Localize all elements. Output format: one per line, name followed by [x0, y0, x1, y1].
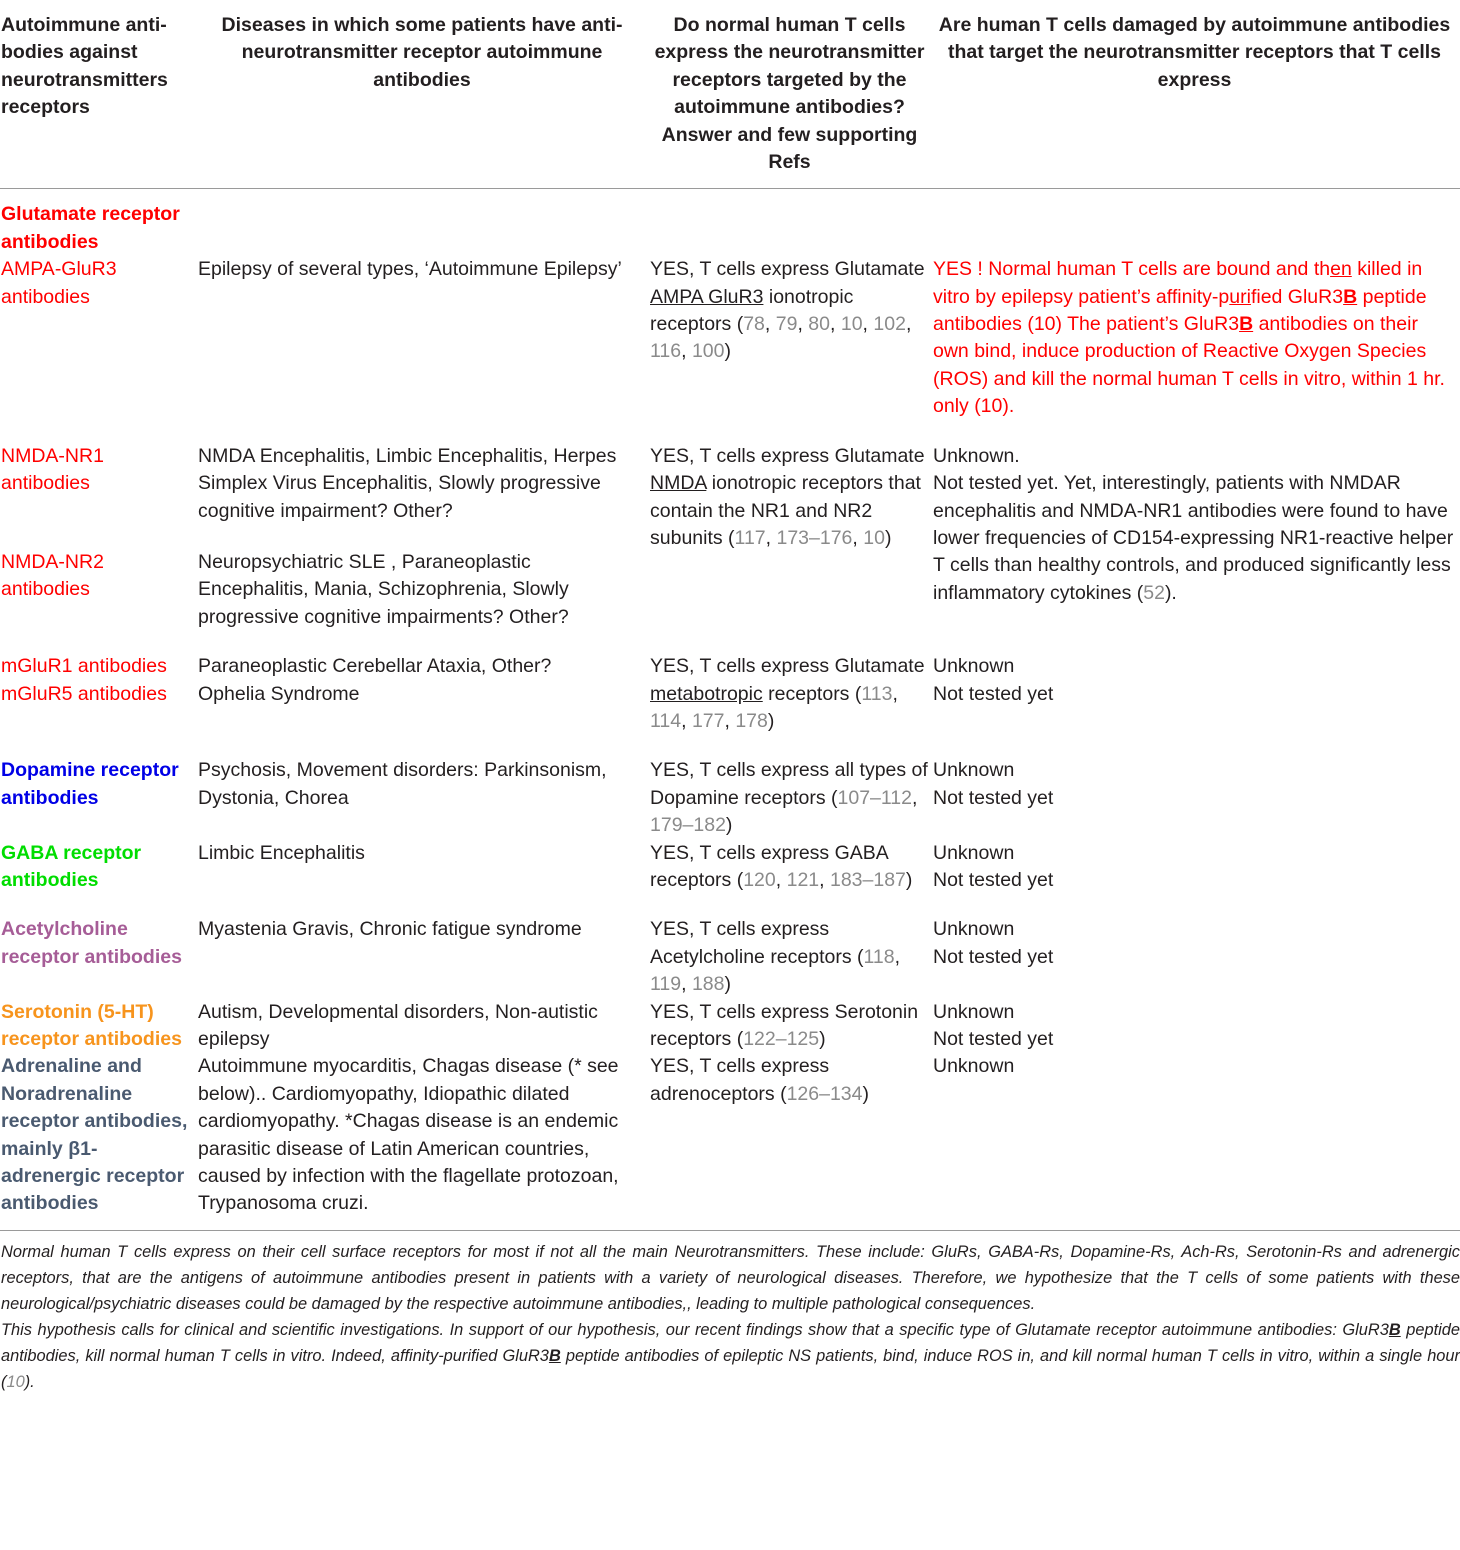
ref-link[interactable]: 102: [873, 313, 906, 336]
header-damage: Are human T cells damaged by autoimmune antibodies that target the neurotransmitter receptors that T cells express: [938, 14, 1451, 91]
disease-adrenaline: Autoimmune myocarditis, Chagas disease (* see below).. Cardiomyopathy, Idiopathic dilated cardiomyopathy. *Chagas disease is an endemic parasitic disease of Latin American countries, caused by infection with the flagellate protozoan, Trypanosoma cruzi.: [198, 1055, 619, 1215]
expression-ampa: YES, T cells express Glutamate AMPA GluR3 ionotropic receptors (78, 79, 80, 10, 102, 116, 100): [650, 258, 925, 363]
ref-link[interactable]: 178: [735, 709, 768, 732]
expression-dopamine: YES, T cells express all types of Dopamine receptors (107–112, 179–182): [650, 759, 928, 837]
table-row: [0, 443, 1460, 549]
group-glutamate: Glutamate receptor antibodies: [1, 203, 180, 253]
ref-link[interactable]: 52: [1143, 581, 1165, 604]
ref-link[interactable]: 177: [691, 709, 725, 732]
damage-dopamine: Unknown Not tested yet: [933, 759, 1054, 809]
disease-dopamine: Psychosis, Movement disorders: Parkinsonism, Dystonia, Chorea: [198, 759, 607, 809]
damage-mglur: Unknown Not tested yet: [933, 655, 1054, 705]
disease-nmda-nr2: Neuropsychiatric SLE , Paraneoplastic Encephalitis, Mania, Schizophrenia, Slowly progressive cognitive impairments? Other?: [198, 550, 569, 628]
disease-acetylcholine: Myastenia Gravis, Chronic fatigue syndrome: [198, 918, 582, 941]
table-row: [0, 653, 1460, 757]
expression-serotonin: YES, T cells express Serotonin receptors (122–125): [650, 1000, 919, 1050]
header-row: [0, 0, 1460, 189]
ref-link[interactable]: 179–182: [650, 814, 726, 837]
damage-ampa: YES ! Normal human T cells are bound and then killed in vitro by epilepsy patient’s affinity-purified GluR3B peptide antibodies (10) The patient’s GluR3B antibodies on their own bind, induce production of Reactive Oxygen Species (ROS) and kill the normal human T cells in vitro, within 1 hr. only (10).: [933, 258, 1445, 418]
antibody-serotonin: Serotonin (5-HT) receptor antibodies: [1, 1000, 182, 1050]
header-expression: Do normal human T cells express the neurotransmitter receptors targeted by the autoimmune antibodies? Answer and few supporting Refs: [654, 14, 925, 174]
disease-mglur: Paraneoplastic Cerebellar Ataxia, Other? Ophelia Syndrome: [198, 655, 552, 705]
expression-gaba: YES, T cells express GABA receptors (120, 121, 183–187): [650, 841, 913, 891]
ref-link[interactable]: 10: [6, 1372, 25, 1391]
damage-acetylcholine: Unknown Not tested yet: [933, 918, 1054, 968]
ref-link[interactable]: 119: [650, 973, 682, 996]
table-row: [0, 256, 1460, 442]
table-footnote: [0, 1230, 1460, 1395]
header-diseases: Diseases in which some patients have anti-neurotransmitter receptor autoimmune antibodies: [221, 14, 623, 91]
expression-adrenaline: YES, T cells express adrenoceptors (126–134): [650, 1055, 869, 1105]
ref-link[interactable]: 10: [863, 526, 885, 549]
ref-link[interactable]: 80: [808, 313, 830, 336]
table-row: [0, 999, 1460, 1054]
disease-gaba: Limbic Encephalitis: [198, 841, 365, 864]
antibody-adrenaline: Adrenaline and Noradrenaline receptor antibodies, mainly β1-adrenergic receptor antibodies: [1, 1055, 188, 1215]
footnote-paragraph-2: This hypothesis calls for clinical and scientific investigations. In support of our hypothesis, our recent findings show that a specific type of Glutamate receptor autoimmune antibodies: GluR3B peptide antibodies, kill normal human T cells in vitro. Indeed, affinity-purified GluR3B peptide antibodies of epileptic NS patients, bind, induce ROS in, and kill normal human T cells in vitro, within a single hour (10).: [1, 1320, 1460, 1391]
antibody-dopamine: Dopamine receptor antibodies: [1, 759, 179, 809]
ref-link[interactable]: 113: [861, 682, 893, 705]
ref-link[interactable]: 188: [691, 973, 725, 996]
ref-link[interactable]: 117: [734, 526, 766, 549]
antibody-ampa: AMPA-GluR3 antibodies: [1, 258, 117, 308]
antibody-gaba: GABA receptor antibodies: [1, 841, 142, 891]
damage-gaba: Unknown Not tested yet: [933, 841, 1054, 891]
ref-link[interactable]: 79: [775, 313, 798, 336]
antibody-mglur: mGluR1 antibodies mGluR5 antibodies: [1, 655, 167, 705]
ref-link[interactable]: 121: [786, 868, 820, 891]
expression-mglur: YES, T cells express Glutamate metabotropic receptors (113, 114, 177, 178): [650, 655, 925, 732]
ref-link[interactable]: 107–112: [837, 786, 912, 809]
antibody-nmda-nr2: NMDA-NR2 antibodies: [1, 550, 104, 601]
header-antibodies: Autoimmune anti-bodies against neurotransmitters receptors: [1, 14, 168, 119]
disease-nmda-nr1: NMDA Encephalitis, Limbic Encephalitis, Herpes Simplex Virus Encephalitis, Slowly progressive cognitive impairment? Other?: [198, 444, 617, 522]
table-row: [0, 757, 1460, 839]
footnote-paragraph-1: Normal human T cells express on their cell surface receptors for most if not all the main Neurotransmitters. These include: GluRs, GABA-Rs, Dopamine-Rs, Ach-Rs, Serotonin-Rs and adrenergic receptors, that are the antigens of autoimmune antibodies present in patients with a variety of neurological diseases. Therefore, we hypothesize that the T cells of some patients with these neurological/psychiatric diseases could be damaged by the respective autoimmune antibodies,, leading to multiple pathological consequences.: [1, 1242, 1460, 1313]
ref-link[interactable]: 116: [650, 340, 682, 363]
table-row: [0, 840, 1460, 917]
expression-nmda: YES, T cells express Glutamate NMDA ionotropic receptors that contain the NR1 and NR2 subunits (117, 173–176, 10): [650, 444, 925, 549]
damage-serotonin: Unknown Not tested yet: [933, 1000, 1054, 1050]
ref-link[interactable]: 78: [743, 313, 765, 336]
ref-link[interactable]: 100: [691, 340, 725, 363]
ref-link[interactable]: 114: [650, 709, 682, 732]
disease-ampa: Epilepsy of several types, ‘Autoimmune Epilepsy’: [198, 258, 622, 281]
ref-link[interactable]: 122–125: [743, 1028, 820, 1050]
antibody-nmda-nr1: NMDA-NR1 antibodies: [1, 444, 104, 495]
ref-link[interactable]: 120: [743, 868, 776, 891]
table-row: [0, 916, 1460, 998]
antibody-acetylcholine: Acetylcholine receptor antibodies: [1, 918, 182, 968]
expression-acetylcholine: YES, T cells express Acetylcholine receptors (118, 119, 188): [650, 918, 901, 996]
table-row: [0, 189, 1460, 256]
ref-link[interactable]: 183–187: [829, 868, 906, 891]
table-row: [0, 1053, 1460, 1229]
ref-link[interactable]: 10: [840, 313, 863, 336]
damage-adrenaline: Unknown: [933, 1055, 1015, 1078]
damage-nmda: Unknown. Not tested yet. Yet, interestingly, patients with NMDAR encephalitis and NMDA-NR1 antibodies were found to have lower frequencies of CD154-expressing NR1-reactive helper T cells than healthy controls, and produced significantly less inflammatory cytokines (52).: [933, 444, 1454, 604]
ref-link[interactable]: 118: [863, 945, 895, 968]
ref-link[interactable]: 126–134: [786, 1082, 863, 1105]
ref-link[interactable]: 173–176: [776, 526, 853, 549]
disease-serotonin: Autism, Developmental disorders, Non-autistic epilepsy: [198, 1000, 598, 1050]
